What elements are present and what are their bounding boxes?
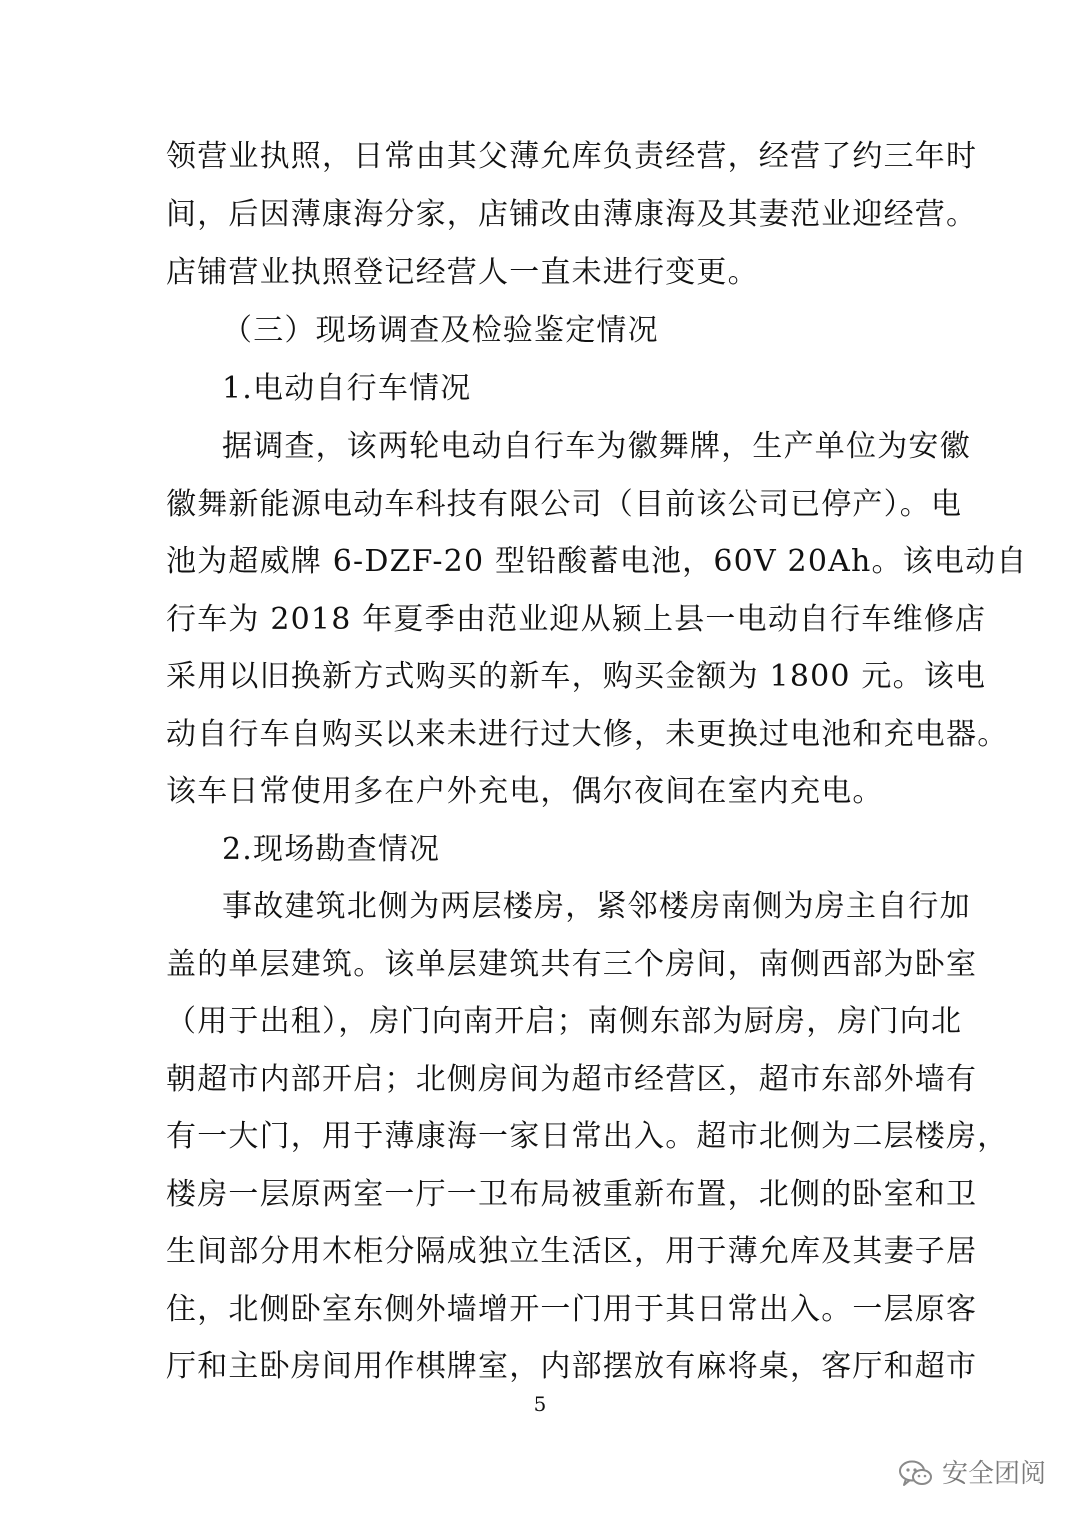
body-line: （用于出租），房门向南开启；南侧东部为厨房，房门向北 (166, 1004, 963, 1039)
body-line: 店铺营业执照登记经营人一直未进行变更。 (166, 255, 759, 290)
watermark (898, 1456, 1046, 1492)
subsection-heading: 2.现场勘查情况 (222, 832, 441, 867)
body-line: 徽舞新能源电动车科技有限公司（目前该公司已停产）。电 (166, 487, 963, 522)
body-line: 间，后因薄康海分家，店铺改由薄康海及其妻范业迎经营。 (166, 197, 978, 232)
body-line: 住，北侧卧室东侧外墙增开一门用于其日常出入。一层原客 (166, 1292, 978, 1327)
page-number: 5 (533, 1392, 547, 1416)
body-line: 据调查，该两轮电动自行车为徽舞牌，生产单位为安徽 (222, 429, 971, 464)
body-line: 动自行车自购买以来未进行过大修，未更换过电池和充电器。 (166, 717, 1009, 752)
wechat-icon (898, 1459, 934, 1489)
subsection-heading: 1.电动自行车情况 (222, 371, 472, 406)
body-line: 朝超市内部开启；北侧房间为超市经营区，超市东部外墙有 (166, 1062, 978, 1097)
body-line: 领营业执照，日常由其父薄允库负责经营，经营了约三年时 (166, 139, 978, 174)
body-line: 有一大门，用于薄康海一家日常出入。超市北侧为二层楼房， (166, 1119, 1009, 1154)
body-line: 事故建筑北侧为两层楼房，紧邻楼房南侧为房主自行加 (222, 889, 971, 924)
body-line: 采用以旧换新方式购买的新车，购买金额为 1800 元。该电 (166, 659, 987, 694)
watermark-text: 安全团阅 (941, 1459, 1046, 1489)
body-line: 厅和主卧房间用作棋牌室，内部摆放有麻将桌，客厅和超市 (166, 1349, 978, 1384)
body-line: 生间部分用木柜分隔成独立生活区，用于薄允库及其妻子居 (166, 1234, 978, 1269)
body-line: 行车为 2018 年夏季由范业迎从颍上县一电动自行车维修店 (166, 602, 987, 637)
section-heading: （三）现场调查及检验鉴定情况 (222, 313, 659, 348)
body-line: 盖的单层建筑。该单层建筑共有三个房间，南侧西部为卧室 (166, 947, 978, 982)
body-line: 池为超威牌 6-DZF-20 型铅酸蓄电池，60V 20Ah。该电动自 (166, 544, 1028, 579)
body-line: 楼房一层原两室一厅一卫布局被重新布置，北侧的卧室和卫 (166, 1177, 978, 1212)
body-line: 该车日常使用多在户外充电，偶尔夜间在室内充电。 (166, 774, 884, 809)
